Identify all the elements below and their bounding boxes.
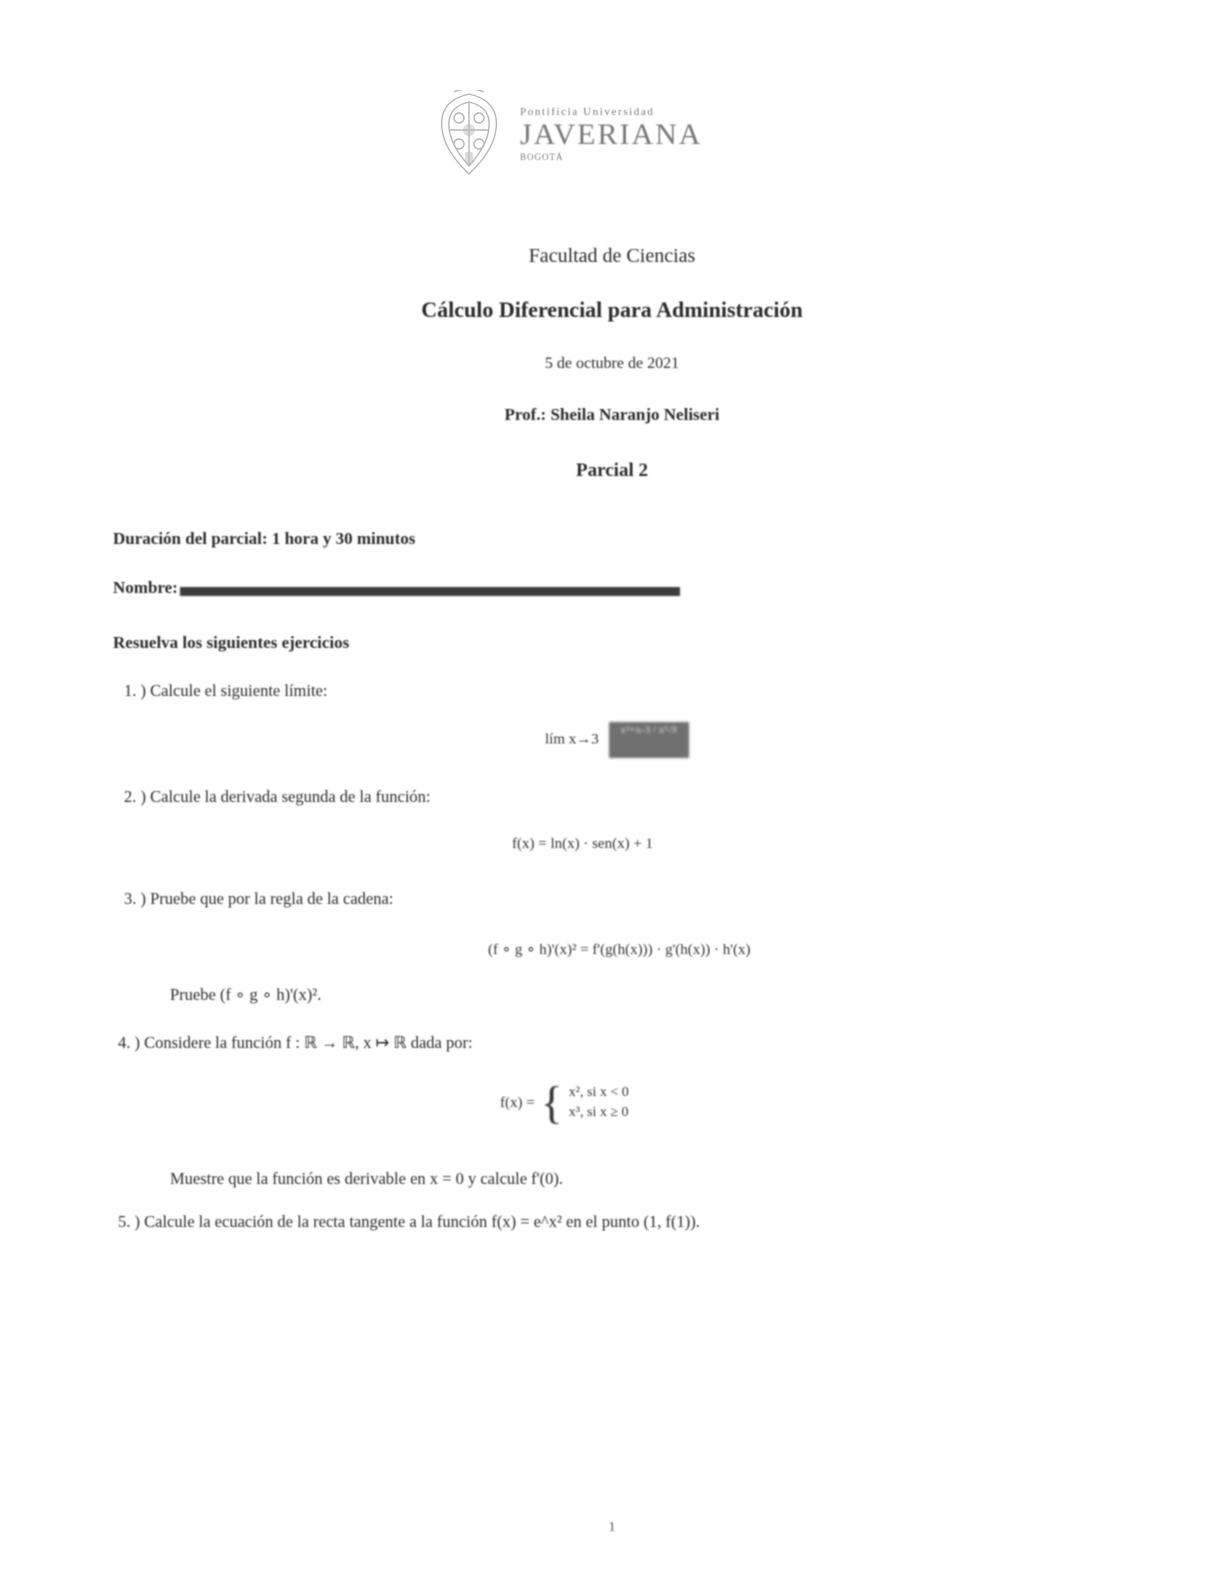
question-4-piecewise	[500, 1076, 629, 1128]
question-2-formula: f(x) = ln(x) · sen(x) + 1	[512, 836, 654, 852]
name-field-row	[113, 578, 680, 598]
question-4-cases	[569, 1085, 629, 1121]
question-4-case-2: x³, si x ≥ 0	[568, 1105, 629, 1120]
question-3: 3. ) Pruebe que por la regla de la cadena:	[124, 889, 394, 908]
crest-icon	[432, 90, 506, 178]
question-4-followup: Muestre que la función es derivable en x = 0 y calcule f'(0).	[170, 1169, 564, 1188]
name-input-rule[interactable]	[180, 587, 680, 596]
question-4: 4. ) Considere la función f : ℝ → ℝ, x ↦ ℝ dada por:	[118, 1033, 473, 1052]
university-line-top: Pontificia Universidad	[520, 105, 655, 118]
university-line-sub: BOGOTÁ	[520, 151, 564, 162]
question-5: 5. ) Calcule la ecuación de la recta tangente a la función f(x) = e^x² en el punto (1, f(1)).	[118, 1212, 700, 1231]
question-1-fraction: x²+x-3 / x²-9	[609, 722, 689, 758]
course-title: Cálculo Diferencial para Administración	[421, 297, 803, 322]
exam-title: Parcial 2	[576, 460, 648, 481]
question-3-formula: (f ∘ g ∘ h)'(x)² = f'(g(h(x))) · g'(h(x)) · h'(x)	[488, 942, 751, 958]
name-label: Nombre:	[113, 578, 178, 597]
university-wordmark	[520, 107, 702, 162]
exam-date: 5 de octubre de 2021	[544, 355, 680, 372]
instruction-text: Resuelva los siguientes ejercicios	[113, 633, 350, 652]
university-logo	[432, 88, 772, 180]
faculty-line: Facultad de Ciencias	[528, 245, 696, 267]
page-number: 1	[608, 1520, 616, 1535]
professor-line: Prof.: Sheila Naranjo Neliseri	[504, 405, 720, 424]
question-1-formula	[545, 722, 689, 758]
left-brace-icon: {	[540, 1076, 563, 1128]
question-4-lhs: f(x) =	[500, 1094, 535, 1111]
question-4-formula	[500, 1076, 629, 1128]
question-3-followup: Pruebe (f ∘ g ∘ h)'(x)².	[170, 985, 322, 1004]
university-line-main: JAVERIANA	[520, 117, 703, 151]
question-1: 1. ) Calcule el siguiente límite:	[124, 681, 328, 700]
duration-label: Duración del parcial: 1 hora y 30 minutos	[113, 529, 416, 548]
question-2: 2. ) Calcule la derivada segunda de la función:	[124, 787, 431, 806]
question-4-case-1: x², si x < 0	[568, 1085, 629, 1100]
question-1-limit: lím x→3	[545, 731, 599, 748]
